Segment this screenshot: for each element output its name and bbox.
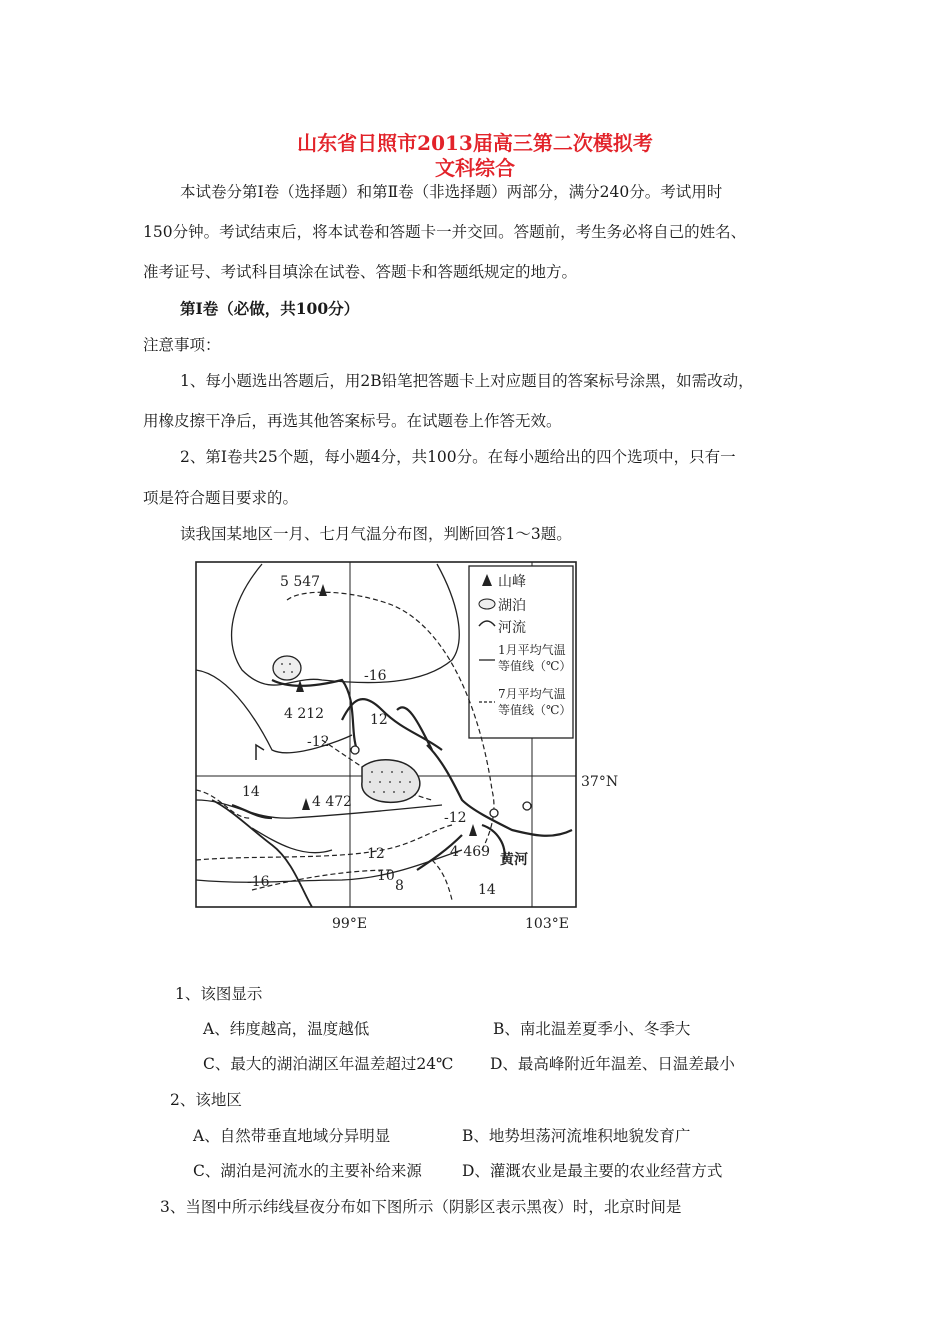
elevation-label: 5 547 xyxy=(280,574,321,590)
section-heading: 第Ⅰ卷（必做，共100分） xyxy=(180,299,360,318)
elevation-label: 4 469 xyxy=(450,844,491,860)
option-c: C、湖泊是河流水的主要补给来源 xyxy=(193,1162,422,1180)
legend-jan-2: 等值线（℃） xyxy=(498,659,572,673)
legend-lake: 湖泊 xyxy=(498,598,526,614)
city-icon xyxy=(490,809,498,817)
jan-isotherm-label: -16 xyxy=(364,668,387,684)
option-d: D、灌溉农业是最主要的农业经营方式 xyxy=(462,1162,723,1180)
city-icon xyxy=(351,746,359,754)
jul-isotherm-label: 10 xyxy=(377,868,395,884)
document-title: 山东省日照市2013届高三第二次模拟考 xyxy=(297,131,653,155)
intro-line: 准考证号、考试科目填涂在试卷、答题卡和答题纸规定的地方。 xyxy=(143,263,578,281)
city-icon xyxy=(523,802,531,810)
latitude-label: 37°N xyxy=(581,774,619,790)
lake-large xyxy=(362,760,420,803)
river-name: 黄河 xyxy=(500,852,528,868)
temperature-map xyxy=(192,560,619,940)
intro-line: 本试卷分第Ⅰ卷（选择题）和第Ⅱ卷（非选择题）两部分，满分240分。考试用时 xyxy=(180,183,723,201)
jul-isotherm-label: 8 xyxy=(395,878,404,894)
option-a: A、自然带垂直地域分异明显 xyxy=(193,1127,391,1145)
notice-label: 注意事项： xyxy=(143,336,221,354)
legend-jul-2: 等值线（℃） xyxy=(498,703,572,717)
jan-isotherm-label: -12 xyxy=(444,810,467,826)
notice-item: 用橡皮擦干净后，再选其他答案标号。在试题卷上作答无效。 xyxy=(143,412,562,430)
peak-icon xyxy=(319,584,327,596)
longitude-label: 103°E xyxy=(525,916,569,932)
peak-icon xyxy=(469,824,477,836)
question-stem: 2、该地区 xyxy=(170,1091,242,1109)
legend-jan-1: 1月平均气温 xyxy=(498,643,566,657)
question-prompt: 读我国某地区一月、七月气温分布图，判断回答1～3题。 xyxy=(180,525,572,543)
elevation-label: 4 212 xyxy=(284,706,325,722)
jul-isotherm-label: 12 xyxy=(370,712,388,728)
jan-isotherms xyxy=(196,564,462,882)
jul-isotherm-label: 12 xyxy=(367,846,385,862)
jul-isotherm-label: 14 xyxy=(242,784,260,800)
option-c: C、最大的湖泊湖区年温差超过24℃ xyxy=(203,1055,454,1073)
option-d: D、最高峰附近年温差、日温差最小 xyxy=(490,1055,735,1073)
option-a: A、纬度越高，温度越低 xyxy=(203,1020,370,1038)
notice-item: 2、第Ⅰ卷共25个题，每小题4分，共100分。在每小题给出的四个选项中，只有一 xyxy=(180,448,736,466)
peak-icon xyxy=(302,798,310,810)
jan-isotherm-label: -12 xyxy=(307,734,330,750)
lake-small xyxy=(273,656,301,680)
legend-jul-1: 7月平均气温 xyxy=(498,687,566,701)
longitude-label: 99°E xyxy=(332,916,368,932)
notice-item: 项是符合题目要求的。 xyxy=(143,489,299,507)
lake-icon xyxy=(479,599,495,609)
elevation-label: 4 472 xyxy=(312,794,353,810)
question-stem: 3、当图中所示纬线昼夜分布如下图所示（阴影区表示黑夜）时，北京时间是 xyxy=(160,1198,682,1216)
legend-river: 河流 xyxy=(498,620,526,636)
lakes xyxy=(273,656,420,802)
legend-peak: 山峰 xyxy=(498,574,526,590)
jan-isotherm-label: -16 xyxy=(247,874,270,890)
notice-item: 1、每小题选出答题后，用2B铅笔把答题卡上对应题目的答案标号涂黑，如需改动， xyxy=(180,372,754,390)
option-b: B、地势坦荡河流堆积地貌发育广 xyxy=(462,1127,691,1145)
option-b: B、南北温差夏季小、冬季大 xyxy=(493,1020,691,1038)
intro-line: 150分钟。考试结束后，将本试卷和答题卡一并交回。答题前，考生务必将自己的姓名、 xyxy=(143,223,747,241)
document-subtitle: 文科综合 xyxy=(435,156,515,180)
map-legend xyxy=(469,566,573,738)
jul-isotherm-label: 14 xyxy=(478,882,496,898)
question-stem: 1、该图显示 xyxy=(175,985,263,1003)
